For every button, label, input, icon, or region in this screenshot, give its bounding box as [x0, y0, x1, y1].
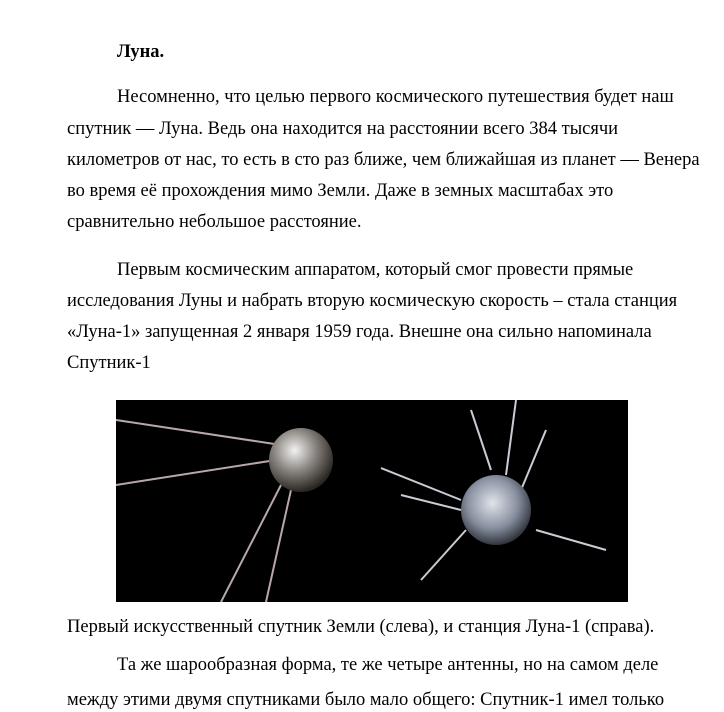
- text-line: спутник — Луна. Ведь она находится на расстоянии всего 384 тысячи: [67, 119, 619, 139]
- luna-1: [381, 400, 606, 580]
- text-line: Спутник-1: [67, 353, 151, 373]
- text-line: между этими двумя спутниками было мало общего: Спутник-1 имел только: [67, 690, 665, 710]
- text-line: Та же шарообразная форма, те же четыре антенны, но на самом деле: [117, 655, 659, 675]
- text-line: Первым космическим аппаратом, который смог провести прямые: [117, 260, 634, 280]
- text-line: сравнительно небольшое расстояние.: [67, 212, 362, 232]
- heading: Луна.: [117, 42, 165, 62]
- photo-caption: Первый искусственный спутник Земли (слева), и станция Луна-1 (справа).: [67, 617, 655, 637]
- sputnik-1: [116, 420, 333, 602]
- text-line: исследования Луны и набрать вторую космическую скорость – стала станция: [67, 291, 678, 311]
- satellites-photo: [116, 400, 628, 602]
- text-line: Несомненно, что целью первого космического путешествия будет наш: [117, 87, 674, 107]
- text-line: во время её прохождения мимо Земли. Даже в земных масштабах это: [67, 181, 614, 201]
- text-line: «Луна-1» запущенная 2 января 1959 года. Внешне она сильно напоминала: [67, 322, 652, 342]
- text-line: километров от нас, то есть в сто раз ближе, чем ближайшая из планет — Венера: [67, 150, 700, 170]
- satellites-illustration: [116, 400, 628, 602]
